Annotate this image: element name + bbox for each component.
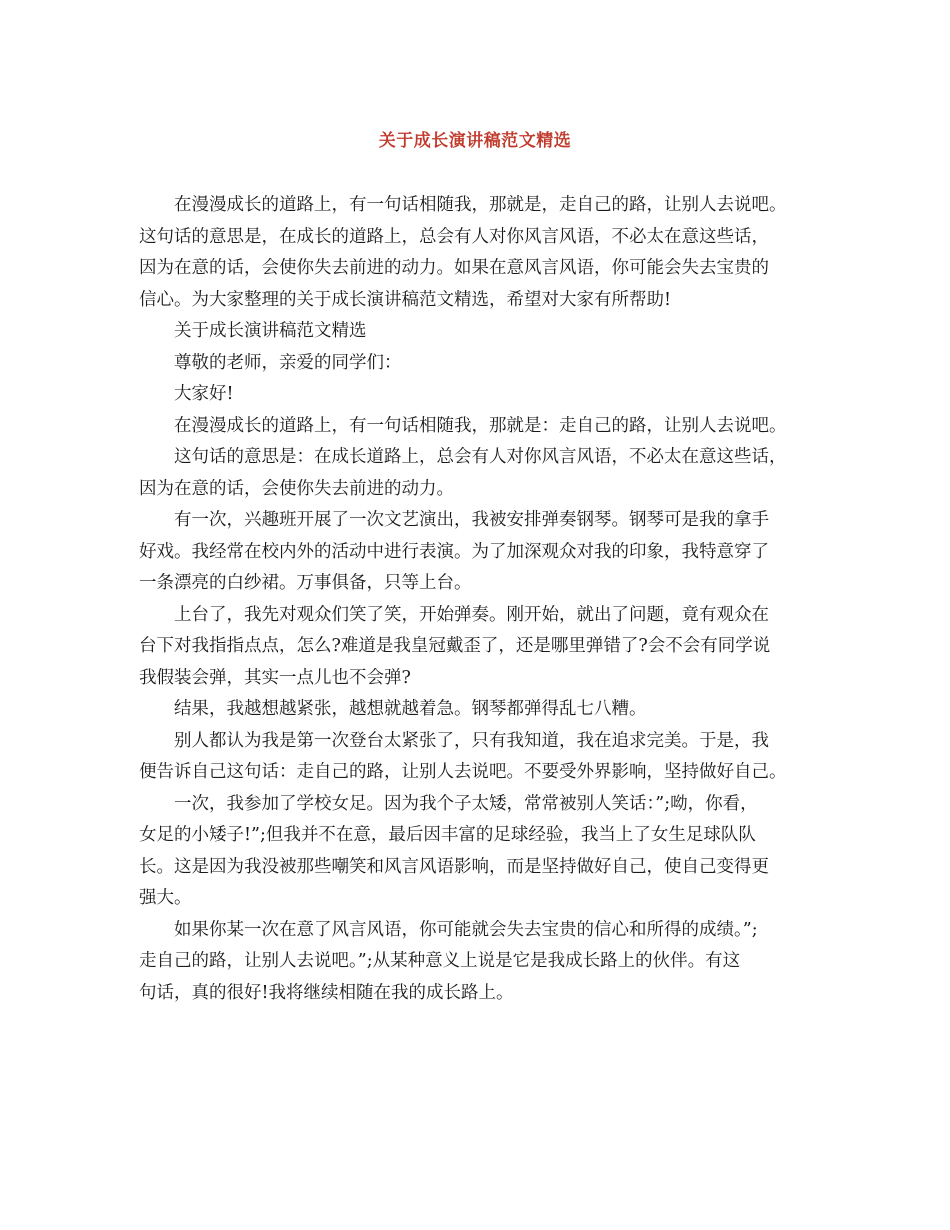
document-body [139,190,825,1009]
text-line: 一次，我参加了学校女足。因为我个子太矮，常常被别人笑话：”;呦，你看， [174,793,758,814]
text-line: 上台了，我先对观众们笑了笑，开始弹奏。刚开始，就出了问题，竟有观众在 [174,604,769,625]
text-line: 因为在意的话，会使你失去前进的动力。 [139,478,454,499]
text-line: 别人都认为我是第一次登台太紧张了，只有我知道，我在追求完美。于是，我 [174,730,769,751]
document-title: 关于成长演讲稿范文精选 [378,131,572,151]
text-line: 我假装会弹，其实一点儿也不会弹? [139,667,411,688]
text-line: 走自己的路，让别人去说吧。”;从某种意义上说是它是我成长路上的伙伴。有这 [139,951,741,971]
text-line: 强大。 [139,888,192,908]
text-line: 信心。为大家整理的关于成长演讲稿范文精选，希望对大家有所帮助! [139,289,672,310]
text-line: 大家好! [174,384,234,404]
text-line: 便告诉自己这句话：走自己的路，让别人去说吧。不要受外界影响，坚持做好自己。 [139,762,787,782]
text-line: 句话，真的很好!我将继续相随在我的成长路上。 [139,982,514,1003]
text-line: 如果你某一次在意了风言风语，你可能就会失去宝贵的信心和所得的成绩。”; [174,919,758,940]
text-line: 在漫漫成长的道路上，有一句话相随我，那就是，走自己的路，让别人去说吧。 [174,195,787,215]
text-line: 这句话的意思是：在成长道路上，总会有人对你风言风语，不必太在意这些话， [174,447,787,467]
text-line: 结果，我越想越紧张，越想就越着急。钢琴都弹得乱七八糟。 [174,699,647,719]
text-line: 关于成长演讲稿范文精选 [174,321,367,341]
text-line: 有一次，兴趣班开展了一次文艺演出，我被安排弹奏钢琴。钢琴可是我的拿手 [174,510,769,530]
text-line: 好戏。我经常在校内外的活动中进行表演。为了加深观众对我的印象，我特意穿了 [139,541,769,562]
text-line: 一条漂亮的白纱裙。万事俱备，只等上台。 [139,573,472,593]
text-line: 这句话的意思是，在成长的道路上，总会有人对你风言风语，不必太在意这些话， [139,226,769,247]
text-line: 台下对我指指点点，怎么?难道是我皇冠戴歪了，还是哪里弹错了?会不会有同学说 [139,636,771,656]
text-line: 长。这是因为我没被那些嘲笑和风言风语影响，而是坚持做好自己，使自己变得更 [139,856,769,877]
text-line: 因为在意的话，会使你失去前进的动力。如果在意风言风语，你可能会失去宝贵的 [139,258,769,278]
text-line: 女足的小矮子!”;但我并不在意，最后因丰富的足球经验，我当上了女生足球队队 [139,825,756,845]
text-line: 在漫漫成长的道路上，有一句话相随我，那就是：走自己的路，让别人去说吧。 [174,415,787,436]
text-line: 尊敬的老师，亲爱的同学们： [174,352,402,373]
